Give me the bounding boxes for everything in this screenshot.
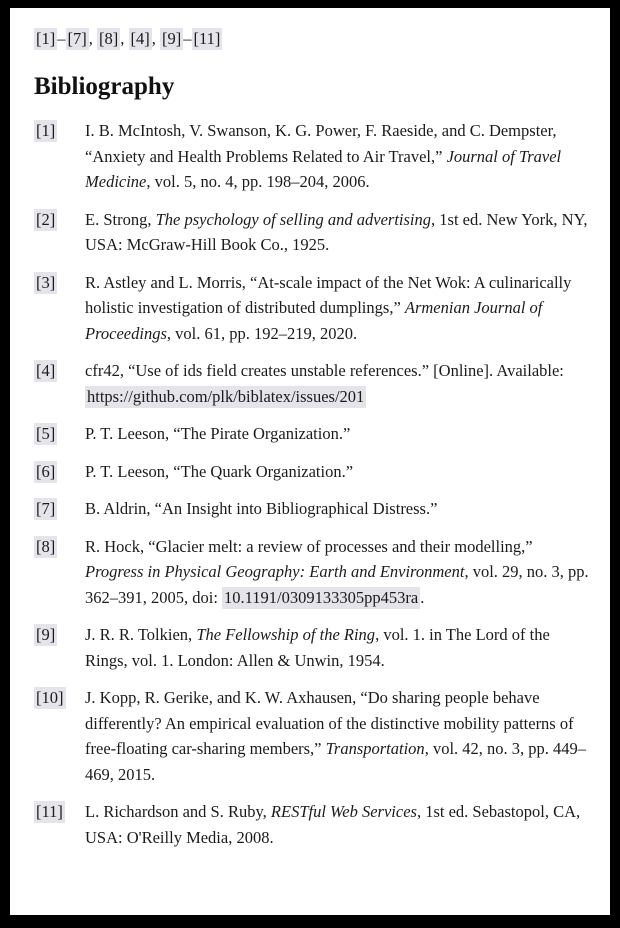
reference-entry	[34, 685, 594, 787]
reference-label-text: [3]	[36, 272, 56, 292]
reference-text-segment: , vol. 42, no. 3, pp. 449–469, 2015.	[85, 739, 587, 784]
citation-separator: ,	[120, 29, 129, 48]
reference-entry	[34, 207, 594, 258]
reference-label	[34, 207, 85, 233]
reference-label-text: [5]	[36, 424, 56, 443]
reference-label-text: [9]	[36, 625, 56, 644]
reference-text	[85, 270, 594, 347]
reference-text-segment: R. Astley and L. Morris, “At-scale impact of the Net Wok: A culinarically holistic investigation of distributed dumplings,”	[85, 272, 572, 317]
reference-text-segment: cfr42, “Use of ids field creates unstable references.” [Online]. Available:	[85, 361, 564, 380]
reference-text-segment: L. Richardson and S. Ruby,	[85, 802, 271, 821]
reference-text	[85, 118, 594, 195]
reference-text	[85, 622, 594, 673]
reference-label	[34, 421, 85, 447]
reference-text	[85, 207, 594, 258]
page-title: Bibliography	[34, 73, 175, 100]
citation-separator: –	[57, 29, 66, 48]
citation-link[interactable]: [4]	[130, 29, 150, 48]
citation-separator: ,	[88, 29, 97, 48]
reference-list	[34, 118, 594, 850]
reference-text	[85, 459, 594, 485]
reference-text-segment: Journal of Travel Medicine	[85, 146, 562, 191]
reference-label-text: [1]	[36, 121, 56, 140]
reference-text-segment: Transportation	[325, 739, 425, 758]
reference-entry	[34, 622, 594, 673]
reference-entry	[34, 421, 594, 447]
citation-separator: ,	[151, 29, 160, 48]
reference-text-segment: .	[420, 587, 425, 607]
reference-text-segment: , 1st ed. Sebastopol, CA, USA: O'Reilly Media, 2008.	[85, 802, 581, 847]
reference-text	[85, 534, 594, 611]
reference-entry	[34, 358, 594, 409]
reference-text-segment: J. Kopp, R. Gerike, and K. W. Axhausen, “Do sharing people behave differently? An empirical evaluation of the distinctive mobility patterns of free-floating car-sharing members,”	[85, 688, 574, 758]
reference-label-text: [6]	[36, 461, 56, 481]
reference-entry	[34, 496, 594, 522]
reference-text-segment: , vol. 5, no. 4, pp. 198–204, 2006.	[146, 172, 370, 191]
reference-text-segment: P. T. Leeson, “The Quark Organization.”	[85, 461, 354, 481]
reference-text-segment: Armenian Journal of Proceedings	[85, 298, 543, 343]
reference-label	[34, 358, 85, 384]
reference-entry	[34, 534, 594, 611]
reference-label	[34, 496, 85, 522]
reference-text-segment: The Fellowship of the Ring	[196, 625, 376, 644]
reference-text-segment: RESTful Web Services	[270, 802, 417, 821]
reference-label	[34, 685, 85, 711]
reference-label	[34, 622, 85, 648]
citation-link[interactable]: [8]	[99, 29, 119, 48]
reference-label-text: [8]	[36, 536, 56, 556]
citation-line	[34, 28, 594, 50]
reference-text-segment: E. Strong,	[85, 209, 156, 229]
reference-text	[85, 799, 594, 850]
reference-link[interactable]: https://github.com/plk/biblatex/issues/201	[87, 386, 365, 406]
reference-text-segment: , 1st ed. New York, NY, USA: McGraw-Hill Book Co., 1925.	[85, 209, 588, 254]
reference-text-segment: The psychology of selling and advertising	[155, 209, 432, 229]
citation-link[interactable]: [9]	[162, 29, 182, 48]
reference-entry	[34, 799, 594, 850]
reference-text-segment: B. Aldrin, “An Insight into Bibliographical Distress.”	[85, 499, 438, 518]
reference-text-segment: , vol. 1. in The Lord of the Rings, vol. 1. London: Allen & Unwin, 1954.	[85, 625, 550, 670]
bibliography-page	[10, 8, 610, 915]
reference-text-segment: R. Hock, “Glacier melt: a review of processes and their modelling,”	[85, 536, 533, 556]
reference-text-segment: , vol. 29, no. 3, pp. 362–391, 2005, doi:	[85, 562, 589, 607]
citation-link[interactable]: [7]	[67, 29, 87, 48]
reference-text-segment: J. R. R. Tolkien,	[85, 625, 197, 644]
reference-text	[85, 496, 594, 522]
reference-text-segment: Progress in Physical Geography: Earth and Environment	[85, 562, 465, 581]
reference-label	[34, 270, 85, 296]
reference-label-text: [4]	[36, 361, 56, 380]
citation-link[interactable]: [11]	[193, 29, 221, 48]
reference-label	[34, 118, 85, 144]
reference-link[interactable]: 10.1191/0309133305pp453ra	[224, 587, 419, 607]
reference-text	[85, 685, 594, 787]
citation-link[interactable]: [1]	[36, 29, 56, 48]
reference-entry	[34, 459, 594, 485]
reference-text-segment: P. T. Leeson, “The Pirate Organization.”	[85, 424, 351, 443]
reference-label	[34, 799, 85, 825]
citation-separator: –	[183, 29, 192, 48]
reference-label	[34, 534, 85, 560]
reference-label-text: [10]	[36, 688, 64, 707]
reference-label-text: [11]	[36, 802, 63, 821]
reference-entry	[34, 270, 594, 347]
reference-text	[85, 421, 594, 447]
reference-label-text: [7]	[36, 499, 56, 518]
reference-text	[85, 358, 594, 409]
reference-text-segment: , vol. 61, pp. 192–219, 2020.	[166, 323, 358, 343]
reference-label-text: [2]	[36, 209, 56, 229]
reference-entry	[34, 118, 594, 195]
reference-text-segment: I. B. McIntosh, V. Swanson, K. G. Power, F. Raeside, and C. Dempster, “Anxiety and Health Problems Related to Air Travel,”	[85, 121, 557, 166]
reference-label	[34, 459, 85, 485]
